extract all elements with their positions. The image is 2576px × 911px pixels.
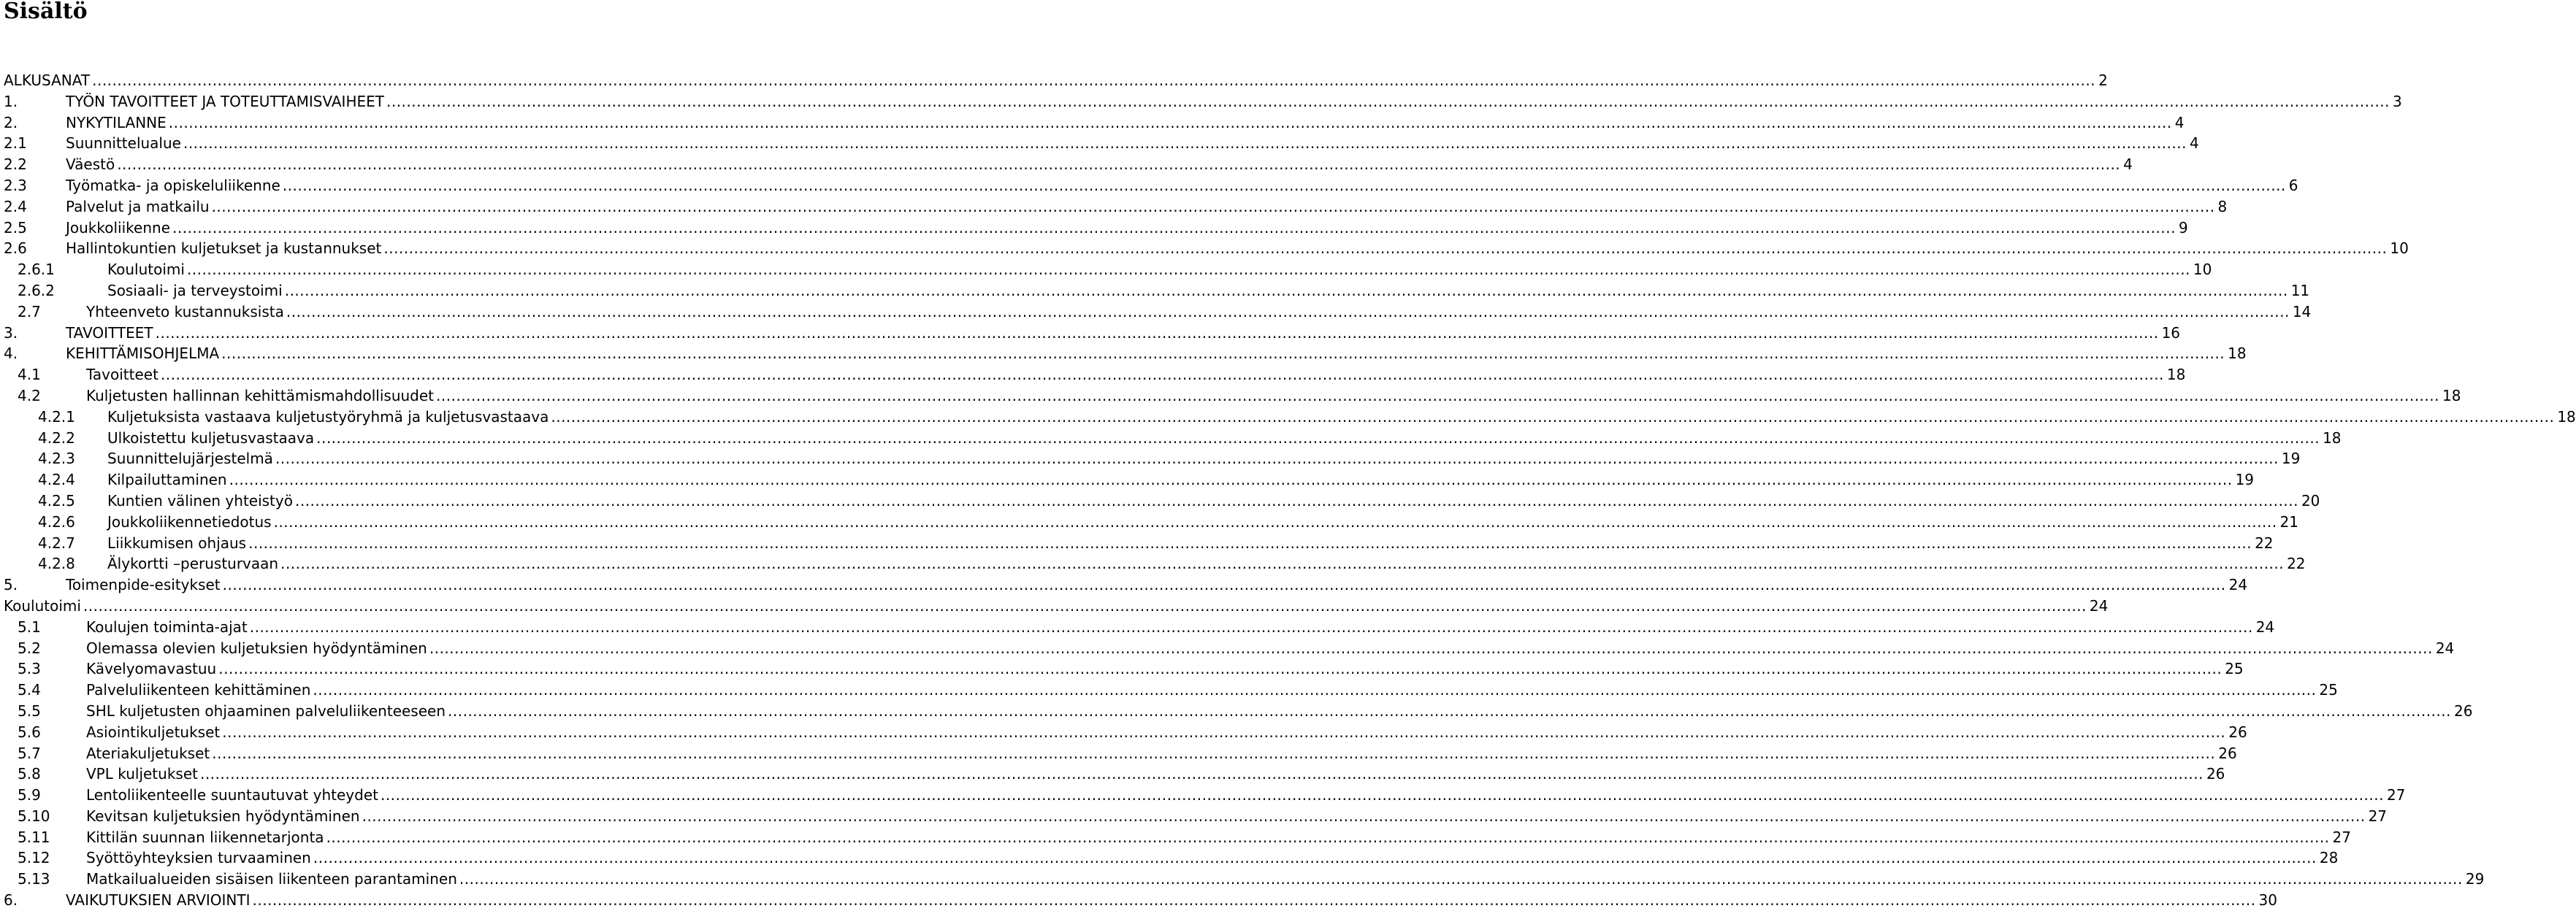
toc-entry[interactable] xyxy=(0,280,2310,301)
toc-entry-title: Palvelut ja matkailu xyxy=(66,197,210,215)
toc-entry-number: 3. xyxy=(4,323,18,342)
toc-entry-page-number: 22 xyxy=(2287,555,2306,573)
dot-leader: ................................................................................................................................................................................................................................................................................................................................................................................................................ xyxy=(286,302,2290,320)
toc-entry-page-number: 2 xyxy=(2098,72,2108,89)
toc-entry-title: Kuntien välinen yhteistyö xyxy=(107,491,293,510)
toc-entry[interactable] xyxy=(0,385,2461,407)
toc-entry-number: 5.1 xyxy=(18,618,41,636)
toc-entry-page-number: 3 xyxy=(2392,92,2402,110)
toc-entry-page-number: 28 xyxy=(2319,849,2339,867)
dot-leader: ................................................................................................................................................................................................................................................................................................................................................................................................................ xyxy=(551,407,2555,426)
dot-leader: ................................................................................................................................................................................................................................................................................................................................................................................................................ xyxy=(168,113,2172,131)
dot-leader: ................................................................................................................................................................................................................................................................................................................................................................................................................ xyxy=(218,660,2223,678)
dot-leader: ................................................................................................................................................................................................................................................................................................................................................................................................................ xyxy=(383,239,2388,258)
toc-entry-title: VPL kuljetukset xyxy=(86,765,198,783)
toc-entry-number: 5.4 xyxy=(18,681,41,699)
toc-entry-number: 2.6.1 xyxy=(18,261,55,279)
toc-entry-page-number: 8 xyxy=(2217,197,2228,215)
dot-leader: ................................................................................................................................................................................................................................................................................................................................................................................................................ xyxy=(172,218,2176,237)
toc-entry-page-number: 10 xyxy=(2193,261,2212,279)
toc-entry-page-number: 18 xyxy=(2442,386,2461,404)
toc-entry-title: Koulutoimi xyxy=(4,596,81,615)
toc-entry-title: Kuljetuksista vastaava kuljetustyöryhmä ja kuljetusvastaava xyxy=(107,407,549,426)
dot-leader: ................................................................................................................................................................................................................................................................................................................................................................................................................ xyxy=(221,345,2225,363)
toc-entry-title: Toimenpide-esitykset xyxy=(66,576,221,594)
dot-leader: ................................................................................................................................................................................................................................................................................................................................................................................................................ xyxy=(282,176,2286,194)
toc-entry[interactable] xyxy=(0,553,2306,574)
toc-entry-page-number: 22 xyxy=(2255,534,2274,552)
toc-entry-title: Syöttöyhteyksien turvaaminen xyxy=(86,849,311,867)
toc-entry-page-number: 27 xyxy=(2368,807,2388,825)
dot-leader: ................................................................................................................................................................................................................................................................................................................................................................................................................ xyxy=(212,744,2216,762)
toc-entry[interactable] xyxy=(0,701,2473,722)
dot-leader: ................................................................................................................................................................................................................................................................................................................................................................................................................ xyxy=(280,555,2285,573)
toc-entry[interactable] xyxy=(0,323,2181,344)
toc-entry[interactable] xyxy=(0,469,2255,491)
toc-entry-page-number: 18 xyxy=(2228,345,2247,363)
toc-entry-title: Kevitsan kuljetuksien hyödyntäminen xyxy=(86,807,360,825)
toc-entry[interactable] xyxy=(0,301,2312,323)
toc-entry-title: VAIKUTUKSIEN ARVIOINTI xyxy=(66,891,251,910)
toc-entry-title: Yhteenveto kustannuksista xyxy=(86,302,284,320)
dot-leader: ................................................................................................................................................................................................................................................................................................................................................................................................................ xyxy=(211,197,2215,215)
toc-entry-title: Joukkoliikennetiedotus xyxy=(107,512,272,531)
toc-entry-number: 4.2.1 xyxy=(38,407,75,426)
toc-entry-page-number: 25 xyxy=(2319,681,2338,699)
toc-entry[interactable] xyxy=(0,869,2485,890)
dot-leader: ................................................................................................................................................................................................................................................................................................................................................................................................................ xyxy=(248,534,2252,552)
dot-leader: ................................................................................................................................................................................................................................................................................................................................................................................................................ xyxy=(273,512,2277,531)
toc-entry-page-number: 9 xyxy=(2178,218,2188,237)
dot-leader: ................................................................................................................................................................................................................................................................................................................................................................................................................ xyxy=(386,92,2390,110)
toc-entry-number: 5.5 xyxy=(18,701,41,720)
toc-entry[interactable] xyxy=(0,491,2320,512)
dot-leader: ................................................................................................................................................................................................................................................................................................................................................................................................................ xyxy=(294,491,2298,510)
toc-entry-page-number: 24 xyxy=(2228,576,2248,594)
toc-entry[interactable] xyxy=(0,764,2225,785)
dot-leader: ................................................................................................................................................................................................................................................................................................................................................................................................................ xyxy=(380,786,2384,804)
toc-entry-page-number: 26 xyxy=(2218,744,2237,762)
toc-entry[interactable] xyxy=(0,70,2108,91)
toc-entry-page-number: 14 xyxy=(2292,302,2312,320)
toc-entry-number: 4.2.7 xyxy=(38,534,75,552)
toc-entry-page-number: 29 xyxy=(2465,870,2485,888)
page-title: Sisältö xyxy=(4,0,88,24)
toc-entry-page-number: 27 xyxy=(2386,786,2406,804)
toc-entry-title: KEHITTÄMISOHJELMA xyxy=(66,345,220,363)
dot-leader: ................................................................................................................................................................................................................................................................................................................................................................................................................ xyxy=(117,155,2121,174)
toc-entry-title: Kittilän suunnan liikennetarjonta xyxy=(86,828,324,846)
toc-entry-title: Palveluliikenteen kehittäminen xyxy=(86,681,311,699)
toc-entry-title: Ulkoistettu kuljetusvastaava xyxy=(107,428,315,447)
toc-entry-title: Hallintokuntien kuljetukset ja kustannukset xyxy=(66,239,382,258)
toc-entry-number: 4.2 xyxy=(18,386,41,404)
dot-leader: ................................................................................................................................................................................................................................................................................................................................................................................................................ xyxy=(160,366,2164,384)
toc-entry-number: 2.6.2 xyxy=(18,281,55,299)
toc-entry-title: Älykortti –perusturvaan xyxy=(107,555,279,573)
toc-entry-page-number: 27 xyxy=(2332,828,2351,846)
toc-entry-page-number: 16 xyxy=(2161,323,2181,342)
toc-entry-title: Asiointikuljetukset xyxy=(86,723,221,741)
toc-entry[interactable] xyxy=(0,259,2212,280)
toc-entry-number: 2.3 xyxy=(4,176,27,194)
dot-leader: ................................................................................................................................................................................................................................................................................................................................................................................................................ xyxy=(459,870,2463,888)
dot-leader: ................................................................................................................................................................................................................................................................................................................................................................................................................ xyxy=(362,807,2366,825)
toc-entry-title: TAVOITTEET xyxy=(66,323,153,342)
toc-entry-number: 2.1 xyxy=(4,134,27,153)
toc-entry-page-number: 4 xyxy=(2123,155,2133,174)
dot-leader: ................................................................................................................................................................................................................................................................................................................................................................................................................ xyxy=(275,450,2279,468)
toc-entry-number: 2.2 xyxy=(4,155,27,174)
toc-entry-title: Koulutoimi xyxy=(107,261,185,279)
toc-entry[interactable] xyxy=(0,785,2406,806)
toc-entry-title: Kuljetusten hallinnan kehittämismahdollisuudet xyxy=(86,386,435,404)
toc-entry-page-number: 11 xyxy=(2290,281,2310,299)
dot-leader: ................................................................................................................................................................................................................................................................................................................................................................................................................ xyxy=(92,72,2096,89)
toc-entry-page-number: 18 xyxy=(2557,407,2576,426)
toc-entry-title: ALKUSANAT xyxy=(4,72,91,89)
toc-entry[interactable] xyxy=(0,847,2339,869)
toc-entry-page-number: 25 xyxy=(2225,660,2244,678)
dot-leader: ................................................................................................................................................................................................................................................................................................................................................................................................................ xyxy=(313,849,2317,867)
toc-entry[interactable] xyxy=(0,574,2248,596)
toc-entry-title: Työmatka- ja opiskeluliikenne xyxy=(66,176,280,194)
toc-entry-number: 5.11 xyxy=(18,828,50,846)
toc-entry[interactable] xyxy=(0,364,2186,385)
toc-entry-title: Olemassa olevien kuljetuksien hyödyntäminen xyxy=(86,639,427,657)
toc-entry-number: 2.7 xyxy=(18,302,41,320)
toc-entry-title: TYÖN TAVOITTEET JA TOTEUTTAMISVAIHEET xyxy=(66,92,384,110)
toc-entry-title: Matkailualueiden sisäisen liikenteen parantaminen xyxy=(86,870,457,888)
dot-leader: ................................................................................................................................................................................................................................................................................................................................................................................................................ xyxy=(316,428,2320,447)
toc-entry[interactable] xyxy=(0,890,2277,911)
toc-entry-page-number: 26 xyxy=(2206,765,2225,783)
toc-entry[interactable] xyxy=(0,617,2275,638)
toc-entry-number: 5.10 xyxy=(18,807,50,825)
toc-entry-title: Sosiaali- ja terveystoimi xyxy=(107,281,283,299)
toc-entry-number: 2.5 xyxy=(4,218,27,237)
toc-entry-title: Joukkoliikenne xyxy=(66,218,170,237)
toc-entry-page-number: 18 xyxy=(2166,366,2186,384)
dot-leader: ................................................................................................................................................................................................................................................................................................................................................................................................................ xyxy=(429,639,2433,657)
toc-entry-number: 5.13 xyxy=(18,870,50,888)
toc-entry-number: 2. xyxy=(4,113,18,131)
toc-entry-number: 5.2 xyxy=(18,639,41,657)
toc-entry-number: 4.1 xyxy=(18,366,41,384)
toc-entry[interactable] xyxy=(0,238,2409,259)
toc-entry[interactable] xyxy=(0,91,2402,112)
toc-entry[interactable] xyxy=(0,343,2247,364)
toc-entry-number: 5. xyxy=(4,576,18,594)
table-of-contents xyxy=(0,70,2576,911)
toc-entry-number: 4.2.8 xyxy=(38,555,75,573)
toc-entry-number: 2.4 xyxy=(4,197,27,215)
dot-leader: ................................................................................................................................................................................................................................................................................................................................................................................................................ xyxy=(448,701,2451,720)
toc-entry-page-number: 19 xyxy=(2281,450,2301,468)
toc-entry[interactable] xyxy=(0,407,2576,428)
dot-leader: ................................................................................................................................................................................................................................................................................................................................................................................................................ xyxy=(83,596,2087,615)
toc-entry[interactable] xyxy=(0,658,2244,680)
dot-leader: ................................................................................................................................................................................................................................................................................................................................................................................................................ xyxy=(436,386,2439,404)
dot-leader: ................................................................................................................................................................................................................................................................................................................................................................................................................ xyxy=(229,471,2233,489)
dot-leader: ................................................................................................................................................................................................................................................................................................................................................................................................................ xyxy=(183,134,2187,153)
toc-entry-title: NYKYTILANNE xyxy=(66,113,167,131)
toc-entry[interactable] xyxy=(0,533,2274,554)
toc-entry-number: 5.9 xyxy=(18,786,41,804)
toc-entry-page-number: 21 xyxy=(2279,512,2298,531)
toc-entry[interactable] xyxy=(0,218,2188,239)
toc-entry-title: Liikkumisen ohjaus xyxy=(107,534,247,552)
toc-entry-number: 2.6 xyxy=(4,239,27,258)
dot-leader: ................................................................................................................................................................................................................................................................................................................................................................................................................ xyxy=(284,281,2288,299)
toc-entry[interactable] xyxy=(0,638,2455,659)
toc-entry[interactable] xyxy=(0,154,2133,175)
toc-entry[interactable] xyxy=(0,112,2185,134)
dot-leader: ................................................................................................................................................................................................................................................................................................................................................................................................................ xyxy=(155,323,2159,342)
dot-leader: ................................................................................................................................................................................................................................................................................................................................................................................................................ xyxy=(222,576,2226,594)
toc-entry-page-number: 26 xyxy=(2453,701,2473,720)
dot-leader: ................................................................................................................................................................................................................................................................................................................................................................................................................ xyxy=(222,723,2226,741)
toc-entry-number: 4.2.6 xyxy=(38,512,75,531)
dot-leader: ................................................................................................................................................................................................................................................................................................................................................................................................................ xyxy=(249,618,2253,636)
toc-entry[interactable] xyxy=(0,512,2298,533)
toc-entry-page-number: 19 xyxy=(2235,471,2255,489)
toc-entry-number: 5.6 xyxy=(18,723,41,741)
toc-entry[interactable] xyxy=(0,133,2199,154)
toc-entry-title: Kävelyomavastuu xyxy=(86,660,217,678)
toc-entry[interactable] xyxy=(0,428,2342,449)
toc-entry-number: 5.8 xyxy=(18,765,41,783)
toc-entry-number: 6. xyxy=(4,891,18,910)
toc-entry-page-number: 18 xyxy=(2323,428,2342,447)
toc-entry-page-number: 4 xyxy=(2189,134,2199,153)
toc-entry-number: 4.2.5 xyxy=(38,491,75,510)
toc-entry-number: 4.2.4 xyxy=(38,471,75,489)
toc-entry-number: 4.2.3 xyxy=(38,450,75,468)
toc-entry-title: Suunnittelujärjestelmä xyxy=(107,450,273,468)
toc-entry-page-number: 30 xyxy=(2258,891,2277,910)
toc-entry-number: 5.3 xyxy=(18,660,41,678)
toc-entry-title: Kilpailuttaminen xyxy=(107,471,227,489)
dot-leader: ................................................................................................................................................................................................................................................................................................................................................................................................................ xyxy=(199,765,2204,783)
dot-leader: ................................................................................................................................................................................................................................................................................................................................................................................................................ xyxy=(252,891,2256,910)
toc-entry-number: 1. xyxy=(4,92,18,110)
toc-entry-page-number: 24 xyxy=(2255,618,2275,636)
toc-entry-number: 5.7 xyxy=(18,744,41,762)
toc-entry-page-number: 24 xyxy=(2435,639,2455,657)
toc-entry-page-number: 4 xyxy=(2174,113,2185,131)
toc-entry-title: Tavoitteet xyxy=(86,366,158,384)
dot-leader: ................................................................................................................................................................................................................................................................................................................................................................................................................ xyxy=(326,828,2330,846)
toc-entry[interactable] xyxy=(0,806,2388,827)
toc-entry-page-number: 10 xyxy=(2390,239,2409,258)
toc-entry-title: Väestö xyxy=(66,155,115,174)
dot-leader: ................................................................................................................................................................................................................................................................................................................................................................................................................ xyxy=(313,681,2317,699)
toc-entry[interactable] xyxy=(0,827,2351,848)
toc-entry[interactable] xyxy=(0,743,2237,764)
toc-entry-number: 4.2.2 xyxy=(38,428,75,447)
toc-entry-page-number: 6 xyxy=(2288,176,2298,194)
toc-entry-title: Suunnittelualue xyxy=(66,134,181,153)
dot-leader: ................................................................................................................................................................................................................................................................................................................................................................................................................ xyxy=(186,261,2190,279)
toc-entry-title: Lentoliikenteelle suuntautuvat yhteydet xyxy=(86,786,378,804)
toc-entry-title: Ateriakuljetukset xyxy=(86,744,210,762)
toc-entry[interactable] xyxy=(0,196,2228,218)
toc-entry-number: 4. xyxy=(4,345,18,363)
toc-entry-title: SHL kuljetusten ohjaaminen palveluliikenteeseen xyxy=(86,701,446,720)
toc-entry-page-number: 26 xyxy=(2228,723,2247,741)
toc-entry-page-number: 24 xyxy=(2089,596,2109,615)
toc-entry[interactable] xyxy=(0,596,2109,617)
toc-entry[interactable] xyxy=(0,448,2301,469)
toc-entry-page-number: 20 xyxy=(2301,491,2320,510)
toc-entry-number: 5.12 xyxy=(18,849,50,867)
toc-entry-title: Koulujen toiminta-ajat xyxy=(86,618,248,636)
toc-entry[interactable] xyxy=(0,175,2298,196)
toc-entry[interactable] xyxy=(0,722,2247,743)
toc-entry[interactable] xyxy=(0,680,2338,701)
